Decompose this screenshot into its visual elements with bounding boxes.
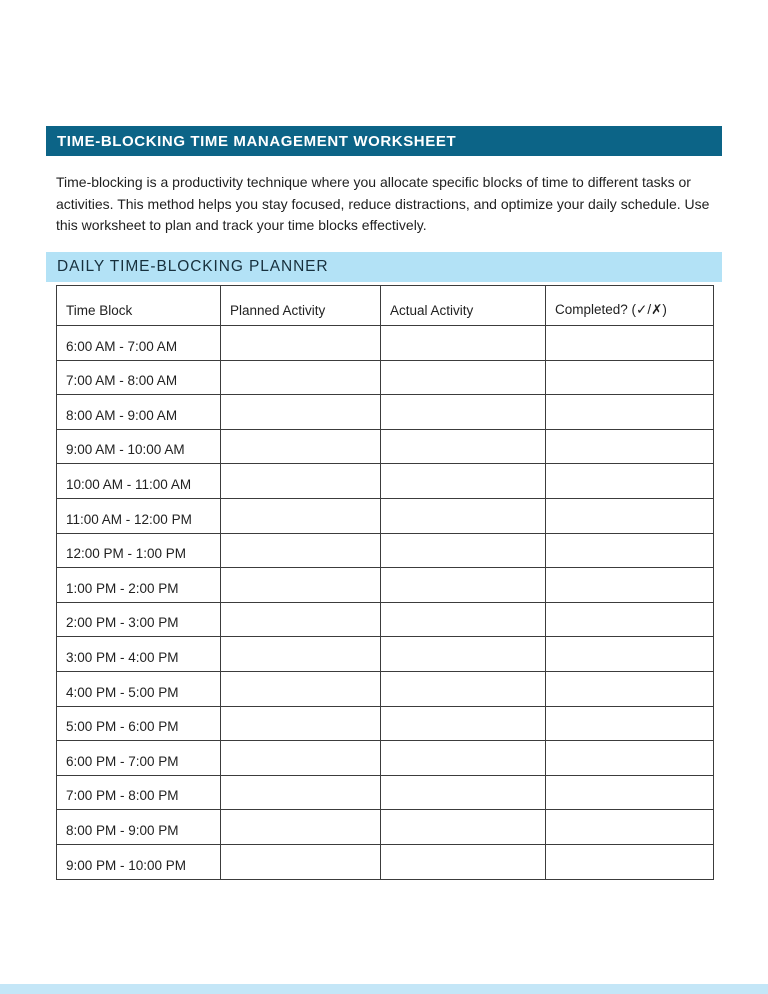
actual-activity-cell bbox=[381, 775, 546, 810]
completed-cell bbox=[546, 395, 714, 430]
time-block-cell: 5:00 PM - 6:00 PM bbox=[57, 706, 221, 741]
time-block-cell: 7:00 PM - 8:00 PM bbox=[57, 775, 221, 810]
planner-row bbox=[57, 395, 714, 430]
completed-cell bbox=[546, 741, 714, 776]
intro-paragraph: Time-blocking is a productivity technique where you allocate specific blocks of time to different tasks or activities. This method helps you stay focused, reduce distractions, and optimize your daily schedule. Use this worksheet to plan and track your time blocks effectively. bbox=[56, 174, 710, 233]
planner-section-bar bbox=[46, 252, 722, 282]
actual-activity-cell bbox=[381, 568, 546, 603]
actual-activity-cell bbox=[381, 429, 546, 464]
time-block-cell: 3:00 PM - 4:00 PM bbox=[57, 637, 221, 672]
actual-activity-cell bbox=[381, 706, 546, 741]
column-header-completed: Completed? (✓/✗) bbox=[546, 286, 714, 326]
actual-activity-cell bbox=[381, 498, 546, 533]
time-block-cell: 9:00 PM - 10:00 PM bbox=[57, 844, 221, 879]
completed-cell bbox=[546, 637, 714, 672]
actual-activity-cell bbox=[381, 810, 546, 845]
actual-activity-cell bbox=[381, 464, 546, 499]
planner-row bbox=[57, 775, 714, 810]
planner-row bbox=[57, 810, 714, 845]
planned-activity-cell bbox=[221, 706, 381, 741]
completed-cell bbox=[546, 326, 714, 361]
time-block-cell: 12:00 PM - 1:00 PM bbox=[57, 533, 221, 568]
planned-activity-cell bbox=[221, 810, 381, 845]
completed-cell bbox=[546, 602, 714, 637]
actual-activity-cell bbox=[381, 326, 546, 361]
planned-activity-cell bbox=[221, 360, 381, 395]
time-block-cell: 7:00 AM - 8:00 AM bbox=[57, 360, 221, 395]
worksheet-title-bar bbox=[46, 126, 722, 156]
completed-cell bbox=[546, 568, 714, 603]
actual-activity-cell bbox=[381, 360, 546, 395]
planned-activity-cell bbox=[221, 637, 381, 672]
completed-cell bbox=[546, 844, 714, 879]
completed-cell bbox=[546, 706, 714, 741]
actual-activity-cell bbox=[381, 637, 546, 672]
worksheet-title: TIME-BLOCKING TIME MANAGEMENT WORKSHEET bbox=[57, 132, 457, 150]
planner-row bbox=[57, 568, 714, 603]
planned-activity-cell bbox=[221, 844, 381, 879]
planner-row bbox=[57, 498, 714, 533]
planned-activity-cell bbox=[221, 671, 381, 706]
column-header-planned-activity: Planned Activity bbox=[221, 286, 381, 326]
planner-row bbox=[57, 671, 714, 706]
planner-row bbox=[57, 706, 714, 741]
time-block-cell: 4:00 PM - 5:00 PM bbox=[57, 671, 221, 706]
planner-row bbox=[57, 741, 714, 776]
completed-cell bbox=[546, 429, 714, 464]
completed-cell bbox=[546, 671, 714, 706]
planned-activity-cell bbox=[221, 326, 381, 361]
planner-row bbox=[57, 360, 714, 395]
completed-cell bbox=[546, 775, 714, 810]
time-block-cell: 11:00 AM - 12:00 PM bbox=[57, 498, 221, 533]
planner-row bbox=[57, 464, 714, 499]
completed-cell bbox=[546, 810, 714, 845]
planner-row bbox=[57, 326, 714, 361]
actual-activity-cell bbox=[381, 741, 546, 776]
planner-row bbox=[57, 844, 714, 879]
completed-cell bbox=[546, 360, 714, 395]
time-block-cell: 8:00 PM - 9:00 PM bbox=[57, 810, 221, 845]
time-block-cell: 9:00 AM - 10:00 AM bbox=[57, 429, 221, 464]
planner-row bbox=[57, 602, 714, 637]
planned-activity-cell bbox=[221, 498, 381, 533]
planner-table bbox=[56, 285, 714, 880]
planner-section-title: DAILY TIME-BLOCKING PLANNER bbox=[57, 258, 329, 275]
actual-activity-cell bbox=[381, 533, 546, 568]
actual-activity-cell bbox=[381, 844, 546, 879]
planner-row bbox=[57, 637, 714, 672]
planned-activity-cell bbox=[221, 741, 381, 776]
actual-activity-cell bbox=[381, 395, 546, 430]
planned-activity-cell bbox=[221, 775, 381, 810]
time-block-cell: 6:00 AM - 7:00 AM bbox=[57, 326, 221, 361]
actual-activity-cell bbox=[381, 602, 546, 637]
planned-activity-cell bbox=[221, 533, 381, 568]
time-block-cell: 10:00 AM - 11:00 AM bbox=[57, 464, 221, 499]
planner-row bbox=[57, 429, 714, 464]
planned-activity-cell bbox=[221, 602, 381, 637]
planner-row bbox=[57, 533, 714, 568]
time-block-cell: 2:00 PM - 3:00 PM bbox=[57, 602, 221, 637]
time-block-cell: 8:00 AM - 9:00 AM bbox=[57, 395, 221, 430]
planned-activity-cell bbox=[221, 464, 381, 499]
time-block-cell: 1:00 PM - 2:00 PM bbox=[57, 568, 221, 603]
column-header-time-block: Time Block bbox=[57, 286, 221, 326]
completed-cell bbox=[546, 533, 714, 568]
planner-header-row bbox=[57, 286, 714, 326]
page-footer-bar bbox=[0, 984, 768, 994]
planned-activity-cell bbox=[221, 568, 381, 603]
actual-activity-cell bbox=[381, 671, 546, 706]
planned-activity-cell bbox=[221, 395, 381, 430]
time-block-cell: 6:00 PM - 7:00 PM bbox=[57, 741, 221, 776]
completed-cell bbox=[546, 464, 714, 499]
planned-activity-cell bbox=[221, 429, 381, 464]
column-header-actual-activity: Actual Activity bbox=[381, 286, 546, 326]
completed-cell bbox=[546, 498, 714, 533]
